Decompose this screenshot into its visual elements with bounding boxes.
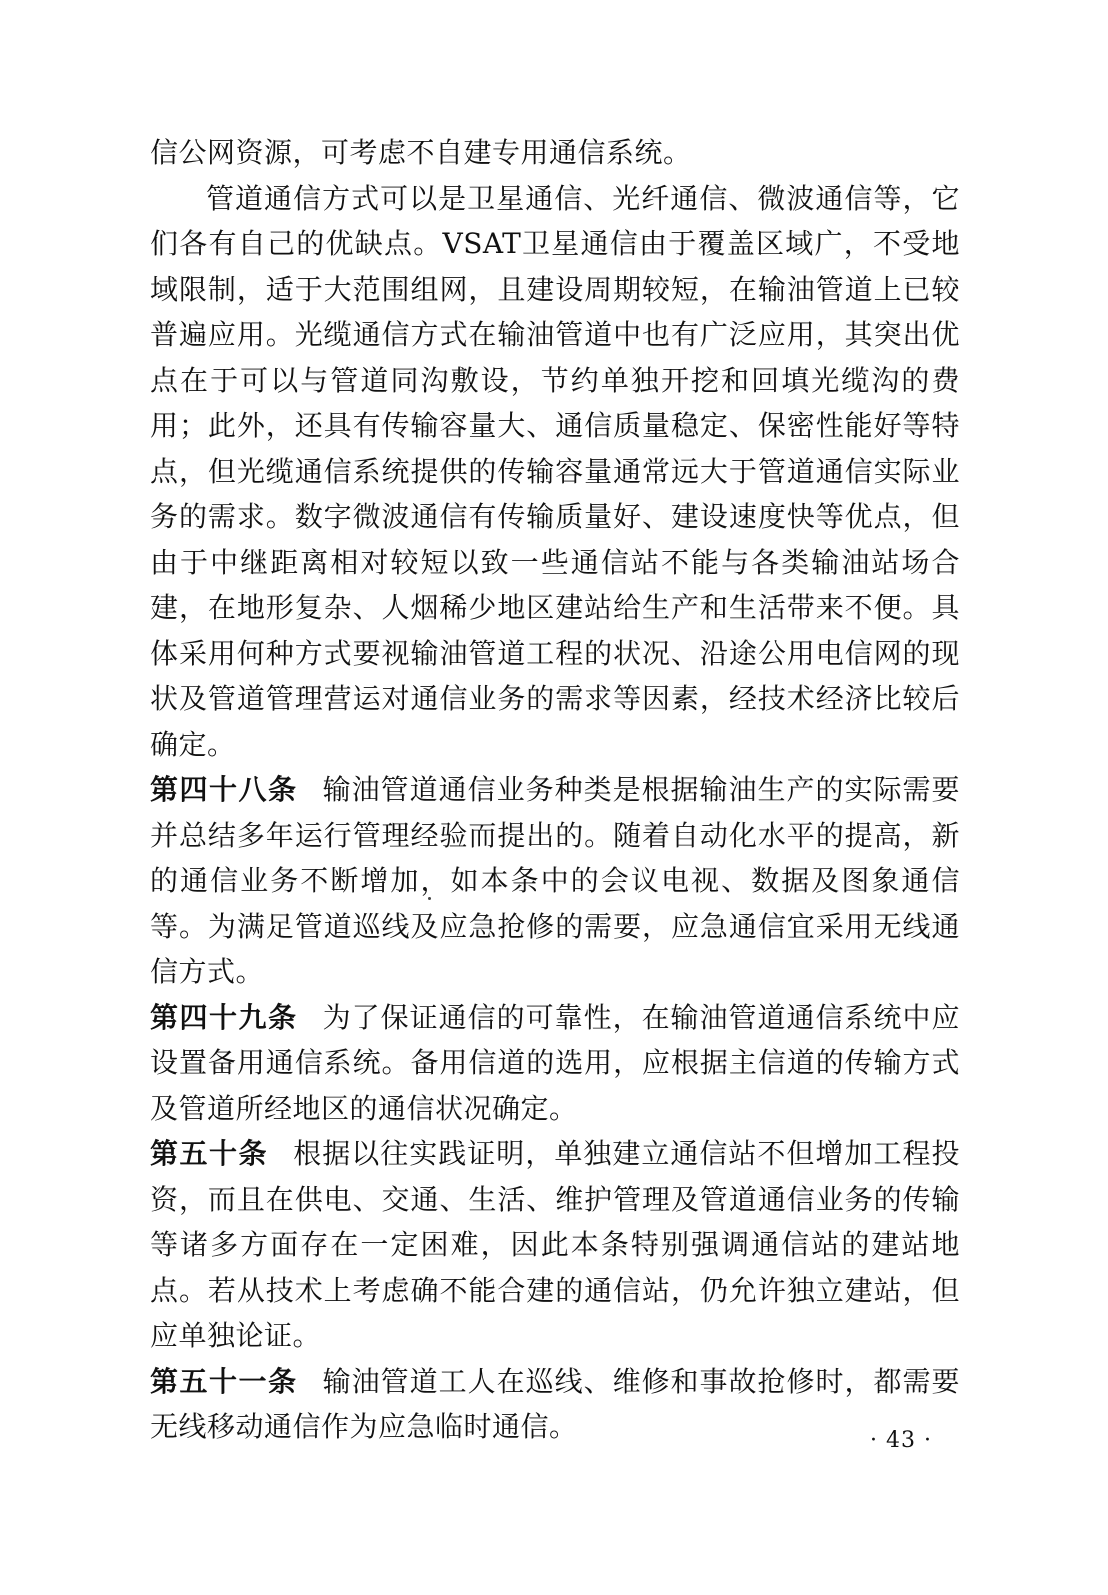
document-body [150, 130, 960, 1450]
article-49 [150, 995, 960, 1132]
article-text: 根据以往实践证明，单独建立通信站不但增加工程投资，而且在供电、交通、生活、维护管理及管道通信业务的传输等诸多方面存在一定困难，因此本条特别强调通信站的建站地点。若从技术上考虑确不能合建的通信站，仍允许独立建站，但应单独论证。 [150, 1137, 960, 1352]
article-50 [150, 1131, 960, 1359]
article-48 [150, 767, 960, 995]
article-title: 第四十八条 [150, 773, 298, 806]
page-number: · 43 · [870, 1428, 932, 1453]
paragraph-1 [150, 130, 960, 176]
article-text: 输油管道工人在巡线、维修和事故抢修时，都需要无线移动通信作为应急临时通信。 [150, 1364, 960, 1443]
scan-speck [428, 897, 431, 900]
paragraph-text: 信公网资源，可考虑不自建专用通信系统。 [150, 136, 692, 169]
article-title: 第五十一条 [150, 1364, 298, 1398]
article-text: 输油管道通信业务种类是根据输油生产的实际需要并总结多年运行管理经验而提出的。随着自动化水平的提高，新的通信业务不断增加，如本条中的会议电视、数据及图象通信等。为满足管道巡线及应急抢修的需要，应急通信宜采用无线通信方式。 [150, 773, 960, 988]
article-title: 第四十九条 [150, 1000, 298, 1034]
article-title: 第五十条 [150, 1137, 269, 1170]
paragraph-2 [150, 176, 960, 768]
article-text: 为了保证通信的可靠性，在输油管道通信系统中应设置备用通信系统。备用信道的选用，应根据主信道的传输方式及管道所经地区的通信状况确定。 [150, 1000, 960, 1125]
article-51 [150, 1359, 960, 1450]
paragraph-text: 管道通信方式可以是卫星通信、光纤通信、微波通信等，它们各有自己的优缺点。VSAT卫星通信由于覆盖区域广，不受地域限制，适于大范围组网，且建设周期较短，在输油管道上已较普遍应用。光缆通信方式在输油管道中也有广泛应用，其突出优点在于可以与管道同沟敷设，节约单独开挖和回填光缆沟的费用；此外，还具有传输容量大、通信质量稳定、保密性能好等特点，但光缆通信系统提供的传输容量通常远大于管道通信实际业务的需求。数字微波通信有传输质量好、建设速度快等优点，但由于中继距离相对较短以致一些通信站不能与各类输油站场合建，在地形复杂、人烟稀少地区建站给生产和生活带来不便。具体采用何种方式要视输油管道工程的状况、沿途公用电信网的现状及管道管理营运对通信业务的需求等因素，经技术经济比较后确定。 [150, 181, 960, 761]
